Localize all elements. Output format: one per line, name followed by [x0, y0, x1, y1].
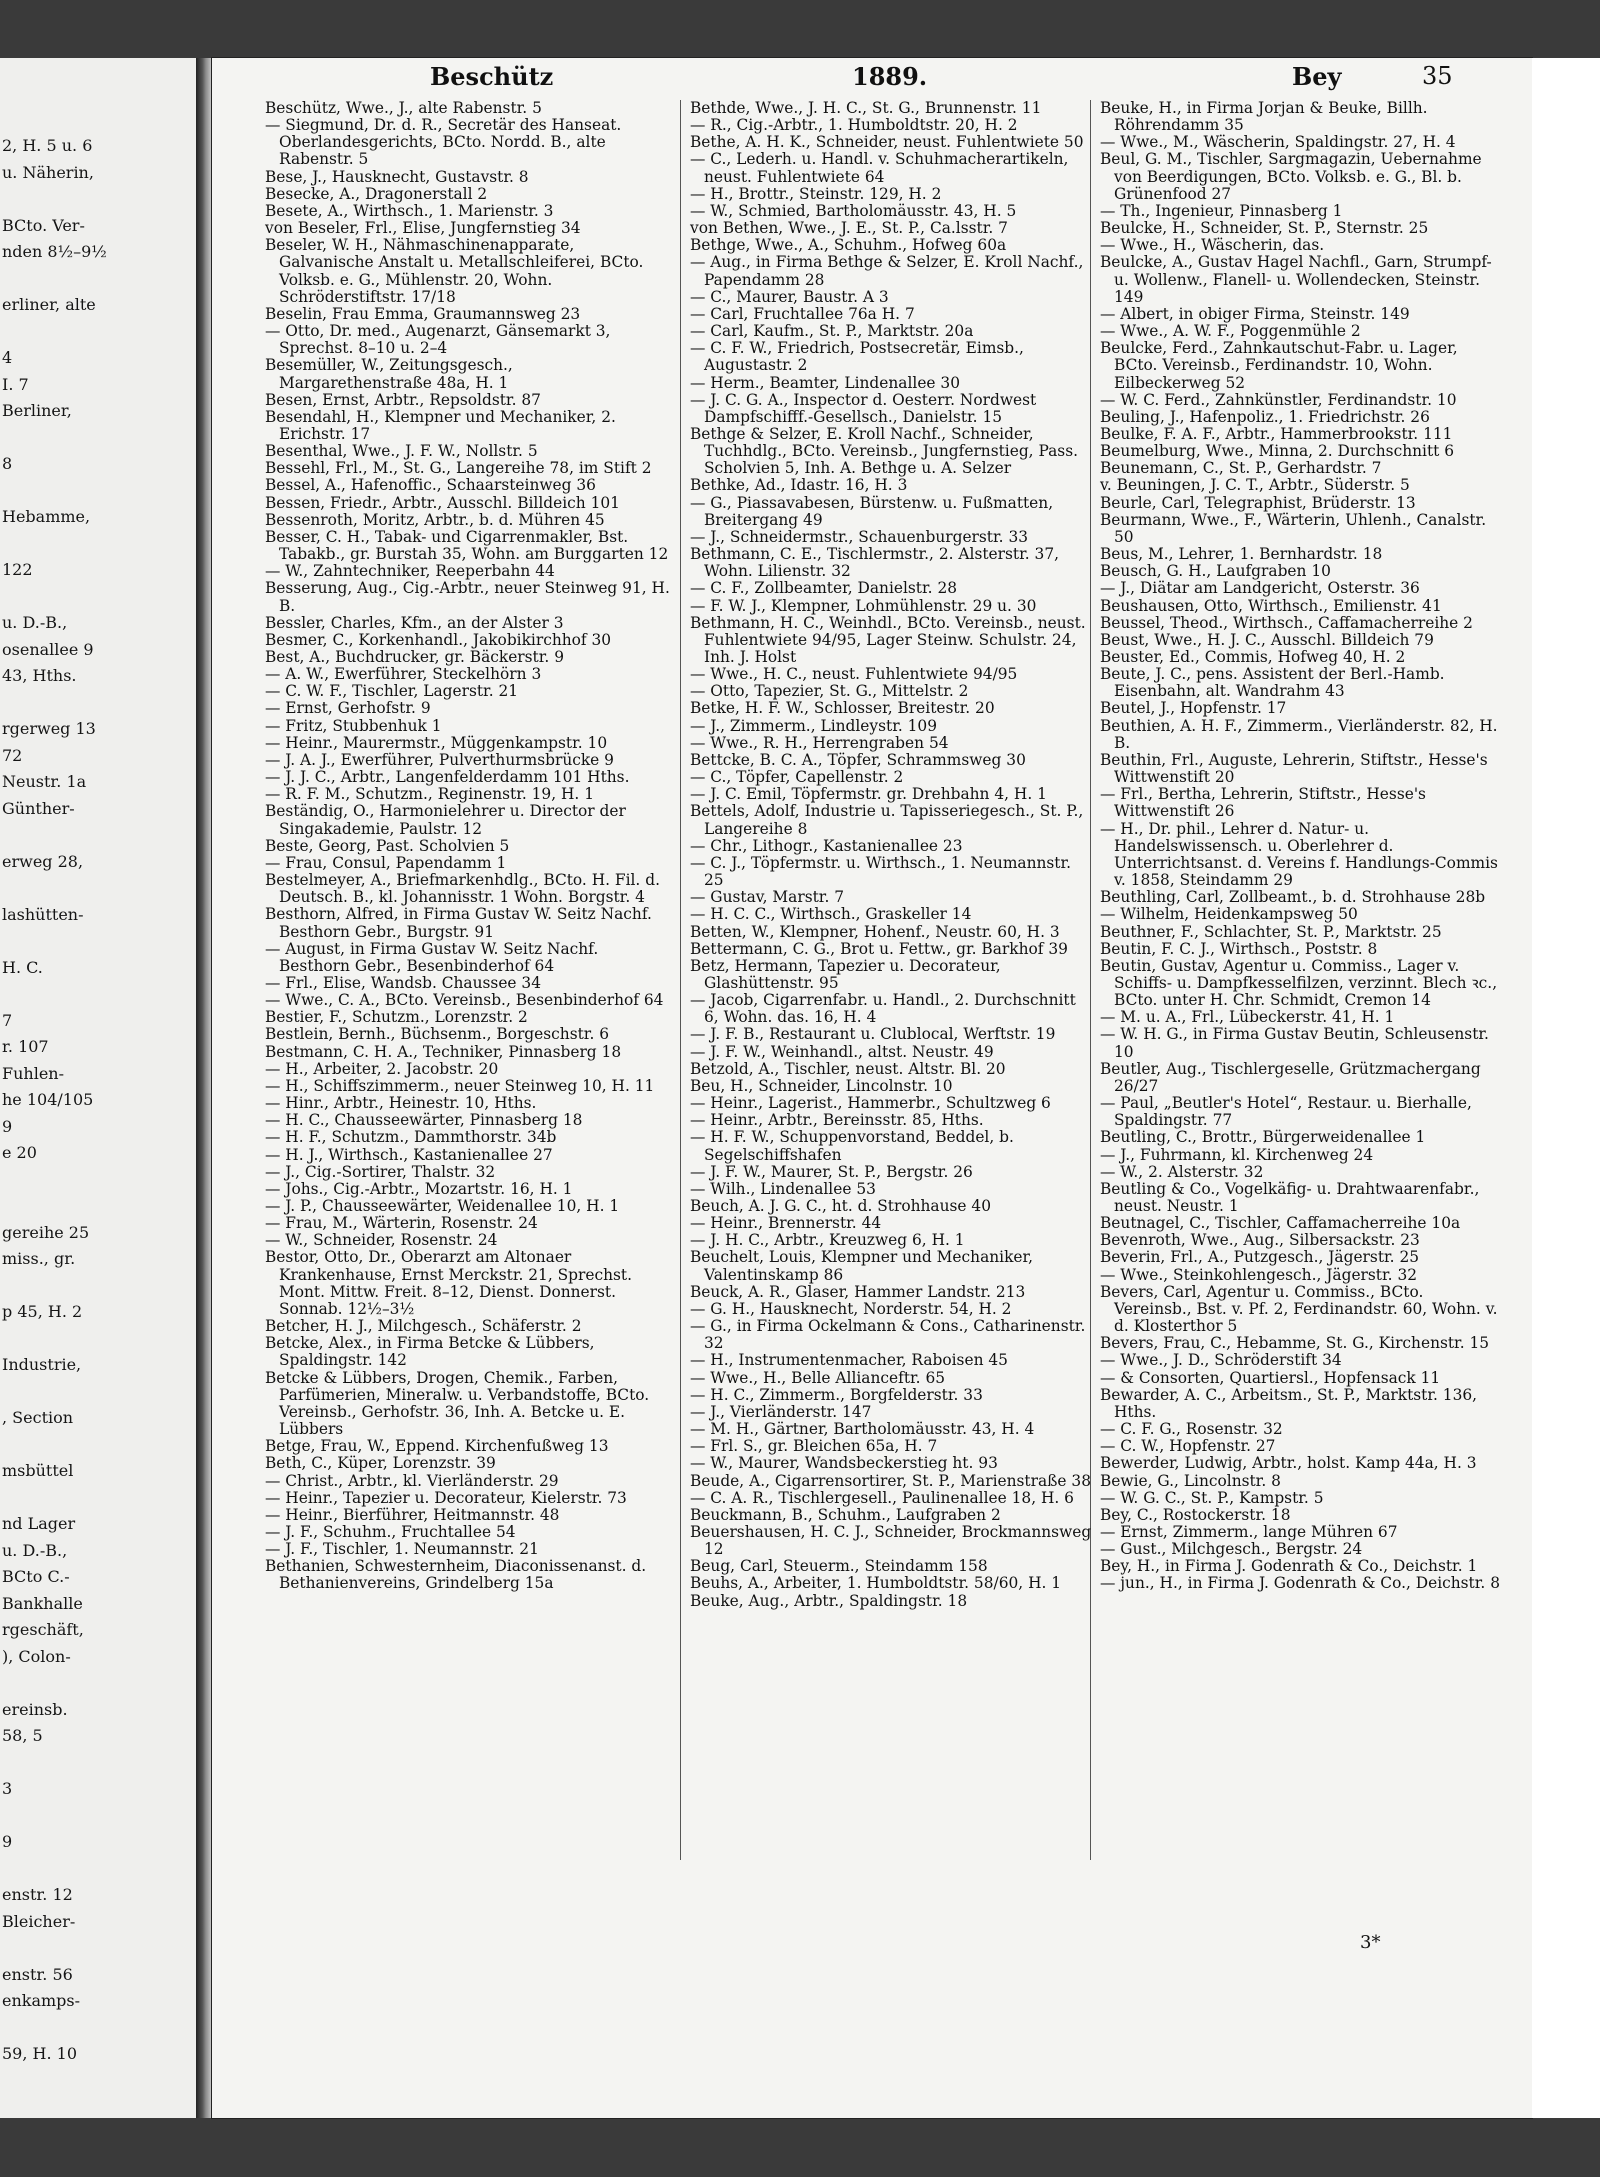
directory-entry: Beuling, J., Hafenpoliz., 1. Friedrichstr. 26 — [1100, 407, 1430, 426]
directory-entry: — Carl, Fruchtallee 76a H. 7 — [690, 304, 915, 323]
directory-entry: Beuster, Ed., Commis, Hofweg 40, H. 2 — [1100, 648, 1406, 666]
left-page-text-fragment: p 45, H. 2 — [2, 1302, 83, 1321]
left-page-text-fragment: enstr. 56 — [2, 1964, 73, 1984]
signature-mark: 3* — [1360, 1932, 1381, 1953]
directory-entry: — Wwe., Steinkohlengesch., Jägerstr. 32 — [1100, 1265, 1418, 1284]
left-page-text-fragment: 122 — [2, 560, 33, 579]
directory-entry: — J. A. J., Ewerführer, Pulverthurmsbrücke 9 — [265, 750, 614, 769]
left-page-text-fragment: I. 7 — [2, 374, 29, 394]
directory-entry: Beuck, A. R., Glaser, Hammer Landstr. 213 — [690, 1282, 1026, 1301]
directory-entry: — W. H. G., in Firma Gustav Beutin, Schleusenstr. 10 — [1100, 1025, 1489, 1061]
left-page-text-fragment: 3 — [2, 1779, 13, 1798]
directory-entry: — Wwe., H. C., neust. Fuhlentwiete 94/95 — [690, 665, 1018, 684]
directory-entry: — jun., H., in Firma J. Godenrath & Co., Deichstr. 8 — [1100, 1574, 1500, 1593]
left-page-text-fragment: 7 — [2, 1010, 13, 1030]
directory-entry: — J., Schneidermstr., Schauenburgerstr. 33 — [690, 527, 1029, 546]
directory-entry: — J. F., Tischler, 1. Neumannstr. 21 — [265, 1540, 539, 1559]
column-separator — [680, 100, 681, 1860]
directory-entry: — Gust., Milchgesch., Bergstr. 24 — [1100, 1540, 1363, 1559]
directory-entry: Beutin, F. C. J., Wirthsch., Poststr. 8 — [1100, 939, 1378, 958]
directory-entry: — Wwe., R. H., Herrengraben 54 — [690, 733, 949, 752]
directory-entry: — Frl., Bertha, Lehrerin, Stiftstr., Hesse's Wittwenstift 26 — [1100, 785, 1426, 821]
directory-entry: — Jacob, Cigarrenfabr. u. Handl., 2. Durchschnitt 6, Wohn. das. 16, H. 4 — [690, 991, 1076, 1027]
directory-entry: Besser, C. H., Tabak- und Cigarrenmakler, Bst. Tabakb., gr. Burstah 35, Wohn. am Burggarten 12 — [265, 527, 669, 564]
directory-entry: Bevenroth, Wwe., Aug., Silbersackstr. 23 — [1100, 1231, 1420, 1250]
left-page-text-fragment: lashütten- — [2, 904, 84, 924]
directory-entry: Bettels, Adolf, Industrie u. Tapisseriegesch., St. P., Langereihe 8 — [690, 802, 1084, 838]
directory-entry: Beu, H., Schneider, Lincolnstr. 10 — [690, 1076, 953, 1095]
header-year: 1889. — [852, 62, 928, 91]
directory-entry: Beusch, G. H., Laufgraben 10 — [1100, 562, 1331, 581]
directory-entry: — H. F. W., Schuppenvorstand, Beddel, b. Segelschiffshafen — [690, 1128, 1014, 1164]
directory-entry: Besthorn, Alfred, in Firma Gustav W. Seitz Nachf. Besthorn Gebr., Burgstr. 91 — [265, 905, 652, 941]
left-page-text-fragment: Neustr. 1a — [2, 772, 87, 791]
directory-entry: Beurmann, Wwe., F., Wärterin, Uhlenh., Canalstr. 50 — [1100, 510, 1487, 546]
directory-entry: Beselin, Frau Emma, Graumannsweg 23 — [265, 304, 581, 323]
directory-entry: Beurle, Carl, Telegraphist, Brüderstr. 13 — [1100, 493, 1416, 512]
directory-entry: — W., 2. Alsterstr. 32 — [1100, 1162, 1264, 1181]
left-page-text-fragment: nden 8½–9½ — [2, 242, 107, 261]
directory-entry: Besemüller, W., Zeitungsgesch., Margarethenstraße 48a, H. 1 — [265, 356, 513, 392]
left-page-text-fragment: , Section — [2, 1408, 74, 1427]
left-page-text-fragment: 2, H. 5 u. 6 — [2, 136, 93, 155]
directory-entry: Bettermann, C. G., Brot u. Fettw., gr. Barkhof 39 — [690, 939, 1068, 958]
directory-entry: Beuke, H., in Firma Jorjan & Beuke, Billh. Röhrendamm 35 — [1100, 99, 1428, 135]
left-page-text-fragment: Bleicher- — [2, 1911, 76, 1931]
directory-entry: Bewerder, Ludwig, Arbtr., holst. Kamp 44a, H. 3 — [1100, 1454, 1477, 1473]
directory-entry: — A. W., Ewerführer, Steckelhörn 3 — [265, 665, 542, 684]
directory-entry: — Hinr., Arbtr., Heinestr. 10, Hths. — [265, 1094, 537, 1113]
directory-entry: Bestmann, C. H. A., Techniker, Pinnasberg 18 — [265, 1042, 622, 1061]
directory-entry: — Wwe., H., Wäscherin, das. — [1100, 236, 1325, 255]
directory-entry: Betcher, H. J., Milchgesch., Schäferstr. 2 — [265, 1317, 582, 1336]
directory-entry: Bestelmeyer, A., Briefmarkenhdlg., BCto. H. Fil. d. Deutsch. B., kl. Johannisstr. 1 Wohn. Borgstr. 4 — [265, 871, 660, 907]
directory-entry: — F. W. J., Klempner, Lohmühlenstr. 29 u. 30 — [690, 596, 1037, 615]
left-page-text-fragment: enstr. 12 — [2, 1885, 73, 1904]
directory-entry: Bessler, Charles, Kfm., an der Alster 3 — [265, 613, 564, 632]
directory-entry: — Frau, Consul, Papendamm 1 — [265, 853, 507, 872]
directory-entry: Beuthien, A. H. F., Zimmerm., Vierländerstr. 82, H. B. — [1100, 716, 1498, 752]
directory-entry: Betcke, Alex., in Firma Betcke & Lübbers, Spaldingstr. 142 — [265, 1334, 595, 1370]
directory-entry: — C., Maurer, Baustr. A 3 — [690, 287, 889, 306]
directory-entry: Betke, H. F. W., Schlosser, Breitestr. 20 — [690, 699, 995, 718]
left-page-text-fragment: 9 — [2, 1116, 13, 1136]
directory-entry: Besenthal, Wwe., J. F. W., Nollstr. 5 — [265, 442, 538, 461]
directory-entry: Bessen, Friedr., Arbtr., Ausschl. Billdeich 101 — [265, 493, 620, 512]
directory-entry: Bestlein, Bernh., Büchsenm., Borgeschstr. 6 — [265, 1025, 610, 1044]
directory-entry: Bethge, Wwe., A., Schuhm., Hofweg 60a — [690, 236, 1007, 255]
left-page-text-fragment: r. 107 — [2, 1037, 49, 1056]
directory-entry: — J. F., Schuhm., Fruchtallee 54 — [265, 1522, 516, 1541]
directory-entry: — Frl. S., gr. Bleichen 65a, H. 7 — [690, 1437, 938, 1456]
directory-entry: — H., Arbeiter, 2. Jacobstr. 20 — [265, 1059, 499, 1078]
directory-entry: — G., Piassavabesen, Bürstenw. u. Fußmatten, Breitergang 49 — [690, 493, 1054, 529]
directory-entry: Bessehl, Frl., M., St. G., Langereihe 78, im Stift 2 — [265, 459, 652, 478]
left-page-text-fragment: msbüttel — [2, 1461, 74, 1480]
directory-entry: v. Beuningen, J. C. T., Arbtr., Süderstr. 5 — [1100, 476, 1410, 495]
directory-entry: — R., Cig.-Arbtr., 1. Humboldtstr. 20, H. 2 — [690, 116, 1018, 135]
directory-entry: Beulke, F. A. F., Arbtr., Hammerbrookstr. 111 — [1100, 424, 1453, 443]
directory-entry: von Bethen, Wwe., J. E., St. P., Ca.lsstr. 7 — [690, 219, 1008, 238]
page-number: 35 — [1422, 62, 1453, 90]
left-page-text-fragment: rgeschäft, — [2, 1620, 84, 1639]
directory-entry: — J., Zimmerm., Lindleystr. 109 — [690, 716, 938, 735]
directory-entry: — Wwe., J. D., Schröderstift 34 — [1100, 1351, 1342, 1370]
directory-entry: Betz, Hermann, Tapezier u. Decorateur, Glashüttenstr. 95 — [690, 956, 1001, 992]
directory-entry: — W., Schmied, Bartholomäusstr. 43, H. 5 — [690, 201, 1017, 220]
directory-entry: Beuthling, Carl, Zollbeamt., b. d. Strohhause 28b — [1100, 888, 1486, 907]
directory-entry: — H. C. C., Wirthsch., Graskeller 14 — [690, 905, 972, 924]
directory-entry: — Th., Ingenieur, Pinnasberg 1 — [1100, 201, 1343, 220]
left-page-text-fragment: he 104/105 — [2, 1090, 94, 1109]
directory-entry: — Wwe., C. A., BCto. Vereinsb., Besenbinderhof 64 — [265, 991, 664, 1010]
directory-entry: Bey, C., Rostockerstr. 18 — [1100, 1505, 1291, 1524]
left-page-text-fragment: BCto C.- — [2, 1567, 70, 1586]
left-page-text-fragment: enkamps- — [2, 1991, 81, 2010]
directory-entry: — Wilhelm, Heidenkampsweg 50 — [1100, 905, 1358, 924]
directory-entry: Bese, J., Hausknecht, Gustavstr. 8 — [265, 167, 529, 186]
directory-entry: von Beseler, Frl., Elise, Jungfernstieg 34 — [265, 219, 581, 238]
directory-entry: Beutnagel, C., Tischler, Caffamacherreihe 10a — [1100, 1214, 1461, 1233]
directory-entry: — Carl, Kaufm., St. P., Marktstr. 20a — [690, 322, 974, 341]
directory-entry: Beuershausen, H. C. J., Schneider, Brockmannsweg 12 — [690, 1522, 1092, 1559]
directory-entry: Besen, Ernst, Arbtr., Repsoldstr. 87 — [265, 390, 541, 409]
directory-entry: — C. F. G., Rosenstr. 32 — [1100, 1420, 1283, 1439]
directory-entry: — Chr., Lithogr., Kastanienallee 23 — [690, 836, 963, 855]
left-page-text-fragment: Fuhlen- — [2, 1063, 65, 1083]
directory-entry: — J. J. C., Arbtr., Langenfelderdamm 101 Hths. — [265, 768, 630, 787]
directory-entry: Besserung, Aug., Cig.-Arbtr., neuer Steinweg 91, H. B. — [265, 579, 670, 615]
left-page-text-fragment: Industrie, — [2, 1355, 82, 1374]
left-page-text-fragment: u. D.-B., — [2, 613, 68, 632]
header-right-keyword: Bey — [1292, 62, 1342, 91]
left-page-text-fragment: erweg 28, — [2, 851, 84, 871]
left-page-text-fragment: u. Näherin, — [2, 162, 94, 182]
directory-entry: Beverin, Frl., A., Putzgesch., Jägerstr. 25 — [1100, 1248, 1420, 1267]
directory-entry: — H., Brottr., Steinstr. 129, H. 2 — [690, 184, 942, 203]
directory-entry: — Albert, in obiger Firma, Steinstr. 149 — [1100, 304, 1410, 323]
directory-entry: Bethanien, Schwesternheim, Diaconissenanst. d. Bethanienvereins, Grindelberg 15a — [265, 1557, 647, 1593]
left-page-text-fragment: 4 — [2, 348, 13, 367]
directory-entry: Beuke, Aug., Arbtr., Spaldingstr. 18 — [690, 1591, 968, 1610]
directory-entry: Bethe, A. H. K., Schneider, neust. Fuhlentwiete 50 — [690, 133, 1084, 152]
left-page-text-fragment: ), Colon- — [2, 1646, 71, 1666]
directory-entry: — Siegmund, Dr. d. R., Secretär des Hanseat. Oberlandesgerichts, BCto. Nordd. B., alte Rabenstr. 5 — [265, 116, 622, 169]
directory-entry: Beust, Wwe., H. J. C., Ausschl. Billdeich 79 — [1100, 630, 1434, 649]
directory-entry: — Heinr., Tapezier u. Decorateur, Kielerstr. 73 — [265, 1488, 627, 1507]
directory-entry: Beuckmann, B., Schuhm., Laufgraben 2 — [690, 1505, 1001, 1524]
directory-entry: Beute, J. C., pens. Assistent der Berl.-Hamb. Eisenbahn, alt. Wandrahm 43 — [1100, 665, 1445, 701]
directory-entry: — Herm., Beamter, Lindenallee 30 — [690, 373, 961, 392]
left-page-text-fragment: BCto. Ver- — [2, 215, 85, 235]
directory-entry: Beulcke, H., Schneider, St. P., Sternstr. 25 — [1100, 219, 1429, 238]
left-page-text-fragment: nd Lager — [2, 1514, 76, 1533]
directory-column-2 — [690, 100, 1095, 1610]
directory-entry: Beus, M., Lehrer, 1. Bernhardstr. 18 — [1100, 545, 1383, 564]
directory-entry: Beutling & Co., Vogelkäfig- u. Drahtwaarenfabr., neust. Neustr. 1 — [1100, 1179, 1480, 1215]
directory-entry: — Frl., Elise, Wandsb. Chaussee 34 — [265, 973, 542, 992]
directory-entry: Bessenroth, Moritz, Arbtr., b. d. Mühren 45 — [265, 510, 605, 529]
directory-entry: — H., Dr. phil., Lehrer d. Natur- u. Handelswissensch. u. Oberlehrer d. Unterrichtsanst. d. Vereins f. Handlungs-Commis v. 1858, Steindamm 29 — [1100, 819, 1498, 890]
left-page-text-fragment: Günther- — [2, 798, 75, 818]
directory-column-3 — [1100, 100, 1505, 1593]
directory-entry: — C. J., Töpfermstr. u. Wirthsch., 1. Neumannstr. 25 — [690, 853, 1072, 890]
directory-entry: — H. J., Wirthsch., Kastanienallee 27 — [265, 1145, 553, 1164]
directory-entry: — Ernst, Gerhofstr. 9 — [265, 699, 431, 718]
left-page-text-fragment: H. C. — [2, 957, 43, 977]
directory-entry: Bewarder, A. C., Arbeitsm., St. P., Marktstr. 136, Hths. — [1100, 1385, 1478, 1421]
directory-entry: — C., Lederh. u. Handl. v. Schuhmacherartikeln, neust. Fuhlentwiete 64 — [690, 150, 1069, 186]
directory-entry: — J. H. C., Arbtr., Kreuzweg 6, H. 1 — [690, 1231, 965, 1250]
directory-entry: Beseler, W. H., Nähmaschinenapparate, Galvanische Anstalt u. Metallschleiferei, BCto. Volksb. e. G., Mühlenstr. 20, Wohn. Schröderstiftstr. 17/18 — [265, 236, 644, 306]
directory-entry: Bethke, Ad., Idastr. 16, H. 3 — [690, 476, 908, 495]
directory-entry: — J., Cig.-Sortirer, Thalstr. 32 — [265, 1162, 496, 1181]
directory-entry: — Johs., Cig.-Arbtr., Mozartstr. 16, H. 1 — [265, 1179, 573, 1198]
directory-entry: Bethge & Selzer, E. Kroll Nachf., Schneider, Tuchhdlg., BCto. Vereinsb., Jungfernstieg, Pass. Scholvien 5, Inh. A. Bethge u. A. Selzer — [690, 424, 1078, 478]
left-page-text-fragment: 72 — [2, 745, 23, 765]
directory-entry: Bethmann, C. E., Tischlermstr., 2. Alsterstr. 37, Wohn. Lilienstr. 32 — [690, 545, 1060, 581]
directory-entry: Beuthin, Frl., Auguste, Lehrerin, Stiftstr., Hesse's Wittwenstift 20 — [1100, 750, 1488, 787]
directory-entry: — J. F. W., Maurer, St. P., Bergstr. 26 — [690, 1162, 973, 1181]
directory-entry: — Wwe., M., Wäscherin, Spaldingstr. 27, H. 4 — [1100, 133, 1456, 152]
directory-entry: Bethmann, H. C., Weinhdl., BCto. Vereinsb., neust. Fuhlentwiete 94/95, Lager Steinw. Schulstr. 24, Inh. J. Holst — [690, 613, 1086, 666]
directory-entry: — J. F. W., Weinhandl., altst. Neustr. 49 — [690, 1042, 994, 1061]
directory-entry: Bey, H., in Firma J. Godenrath & Co., Deichstr. 1 — [1100, 1557, 1478, 1576]
directory-entry: — Heinr., Maurermstr., Müggenkampstr. 10 — [265, 733, 608, 752]
left-page-text-fragment: erliner, alte — [2, 295, 96, 314]
directory-entry: Beul, G. M., Tischler, Sargmagazin, Uebernahme von Beerdigungen, BCto. Volksb. e. G., Bl. b. Grünenfood 27 — [1100, 150, 1482, 203]
directory-entry: Bewie, G., Lincolnstr. 8 — [1100, 1471, 1281, 1490]
directory-entry: Bestier, F., Schutzm., Lorenzstr. 2 — [265, 1008, 528, 1027]
left-page-text-fragment: 9 — [2, 1832, 13, 1851]
directory-entry: — Wwe., H., Belle Allianceftr. 65 — [690, 1368, 946, 1387]
directory-column-1 — [265, 100, 670, 1593]
directory-entry: — C. F., Zollbeamter, Danielstr. 28 — [690, 579, 958, 598]
directory-entry: — W., Schneider, Rosenstr. 24 — [265, 1231, 498, 1250]
directory-entry: — Christ., Arbtr., kl. Vierländerstr. 29 — [265, 1471, 559, 1490]
directory-entry: Beussel, Theod., Wirthsch., Caffamacherreihe 2 — [1100, 613, 1473, 632]
directory-entry: — W. G. C., St. P., Kampstr. 5 — [1100, 1488, 1324, 1507]
directory-entry: — Heinr., Lagerist., Hammerbr., Schultzweg 6 — [690, 1094, 1051, 1113]
directory-entry: Besmer, C., Korkenhandl., Jakobikirchhof 30 — [265, 630, 612, 649]
directory-entry: Bevers, Carl, Agentur u. Commiss., BCto. Vereinsb., Bst. v. Pf. 2, Ferdinandstr. 60, Wohn. v. d. Klosterthor 5 — [1100, 1282, 1498, 1336]
left-page-text-fragment: ereinsb. — [2, 1699, 68, 1719]
directory-entry: — C. W. F., Tischler, Lagerstr. 21 — [265, 682, 519, 701]
directory-entry: Beuhs, A., Arbeiter, 1. Humboldtstr. 58/60, H. 1 — [690, 1574, 1062, 1593]
left-page-text-fragment: miss., gr. — [2, 1249, 76, 1268]
directory-entry: Beständig, O., Harmonielehrer u. Director der Singakademie, Paulstr. 12 — [265, 802, 626, 838]
directory-entry: — H., Schiffszimmerm., neuer Steinweg 10, H. 11 — [265, 1076, 655, 1095]
directory-entry: Besete, A., Wirthsch., 1. Marienstr. 3 — [265, 201, 554, 220]
directory-entry: — August, in Firma Gustav W. Seitz Nachf. Besthorn Gebr., Besenbinderhof 64 — [265, 939, 599, 975]
right-margin — [1532, 58, 1600, 2118]
directory-entry: — Wilh., Lindenallee 53 — [690, 1179, 876, 1198]
directory-entry: Bestor, Otto, Dr., Oberarzt am Altonaer Krankenhause, Ernst Merckstr. 21, Sprechst. Mont. Mittw. Freit. 8–12, Dienst. Donnerst. Sonnab. 12½–3½ — [265, 1248, 632, 1318]
directory-entry: Beutling, C., Brottr., Bürgerweidenallee 1 — [1100, 1128, 1426, 1147]
directory-entry: Besendahl, H., Klempner und Mechaniker, 2. Erichstr. 17 — [265, 407, 616, 443]
left-page-text-fragment: 59, H. 10 — [2, 2044, 78, 2063]
directory-entry: Betcke & Lübbers, Drogen, Chemik., Farben, Parfümerien, Mineralw. u. Verbandstoffe, BCto. Vereinsb., Gerhofstr. 36, Inh. A. Betcke u. E. Lübbers — [265, 1368, 650, 1439]
directory-entry: Best, A., Buchdrucker, gr. Bäckerstr. 9 — [265, 648, 564, 666]
directory-entry: Besecke, A., Dragonerstall 2 — [265, 184, 488, 203]
directory-entry: Beug, Carl, Steuerm., Steindamm 158 — [690, 1557, 988, 1576]
directory-entry: — R. F. M., Schutzm., Reginenstr. 19, H. 1 — [265, 785, 595, 804]
directory-entry: Beuch, A. J. G. C., ht. d. Strohhause 40 — [690, 1197, 992, 1215]
directory-entry: — & Consorten, Quartiersl., Hopfensack 11 — [1100, 1368, 1441, 1387]
page-header — [212, 62, 1532, 98]
directory-entry: — G., in Firma Ockelmann & Cons., Catharinenstr. 32 — [690, 1317, 1086, 1353]
directory-entry: — M. u. A., Frl., Lübeckerstr. 41, H. 1 — [1100, 1008, 1395, 1027]
directory-entry: Beushausen, Otto, Wirthsch., Emilienstr. 41 — [1100, 596, 1442, 615]
directory-entry: Beunemann, C., St. P., Gerhardstr. 7 — [1100, 459, 1382, 478]
directory-entry: — J. C. Emil, Töpfermstr. gr. Drehbahn 4, H. 1 — [690, 785, 1047, 804]
directory-entry: — G. H., Hausknecht, Norderstr. 54, H. 2 — [690, 1299, 1012, 1318]
directory-entry: Beth, C., Küper, Lorenzstr. 39 — [265, 1454, 496, 1473]
left-page-text-fragment: 8 — [2, 454, 13, 473]
directory-entry: Betge, Frau, W., Eppend. Kirchenfußweg 13 — [265, 1437, 609, 1456]
directory-entry: — C. W., Hopfenstr. 27 — [1100, 1437, 1276, 1456]
left-page-text-fragment: Hebamme, — [2, 507, 91, 526]
directory-entry: Betzold, A., Tischler, neust. Altstr. Bl. 20 — [690, 1059, 1006, 1078]
directory-entry: — J. C. G. A., Inspector d. Oesterr. Nordwest Dampfschifff.-Gesellsch., Danielstr. 15 — [690, 390, 1037, 426]
left-page-text-fragment: e 20 — [2, 1143, 37, 1162]
directory-entry: — Otto, Tapezier, St. G., Mittelstr. 2 — [690, 682, 969, 701]
directory-entry: — H. F., Schutzm., Dammthorstr. 34b — [265, 1128, 557, 1147]
directory-entry: Beutin, Gustav, Agentur u. Commiss., Lager v. Schiffs- u. Dampfkesselfilzen, verzinnt. Blech ꝛc., BCto. unter H. Chr. Schmidt, Cremon 14 — [1100, 956, 1498, 1010]
directory-entry: Beuthner, F., Schlachter, St. P., Marktstr. 25 — [1100, 922, 1442, 941]
directory-entry: — W. C. Ferd., Zahnkünstler, Ferdinandstr. 10 — [1100, 390, 1457, 409]
directory-entry: Beude, A., Cigarrensortirer, St. P., Marienstraße 38 — [690, 1471, 1092, 1490]
left-page-fragment — [0, 58, 196, 2118]
directory-entry: Beulcke, Ferd., Zahnkautschut-Fabr. u. Lager, BCto. Vereinsb., Ferdinandstr. 10, Wohn. Eilbeckerweg 52 — [1100, 339, 1458, 392]
directory-entry: Beumelburg, Wwe., Minna, 2. Durchschnitt 6 — [1100, 442, 1454, 461]
directory-entry: — W., Zahntechniker, Reeperbahn 44 — [265, 562, 555, 581]
directory-entry: Beutel, J., Hopfenstr. 17 — [1100, 699, 1287, 718]
directory-entry: — M. H., Gärtner, Bartholomäusstr. 43, H. 4 — [690, 1420, 1035, 1439]
directory-entry: — Ernst, Zimmerm., lange Mühren 67 — [1100, 1522, 1398, 1541]
directory-entry: — Aug., in Firma Bethge & Selzer, E. Kroll Nachf., Papendamm 28 — [690, 253, 1084, 289]
directory-entry: — J. P., Chausseewärter, Weidenallee 10, H. 1 — [265, 1197, 620, 1215]
left-page-text-fragment: u. D.-B., — [2, 1540, 68, 1560]
left-page-text-fragment: 58, 5 — [2, 1726, 43, 1745]
header-left-keyword: Beschütz — [430, 62, 554, 91]
directory-entry: Beuchelt, Louis, Klempner und Mechaniker, Valentinskamp 86 — [690, 1248, 1034, 1284]
directory-entry: — Frau, M., Wärterin, Rosenstr. 24 — [265, 1214, 538, 1233]
directory-entry: Beste, Georg, Past. Scholvien 5 — [265, 836, 510, 855]
directory-entry: — Fritz, Stubbenhuk 1 — [265, 716, 442, 735]
directory-entry: — Wwe., A. W. F., Poggenmühle 2 — [1100, 322, 1361, 341]
directory-entry: — Heinr., Brennerstr. 44 — [690, 1214, 882, 1233]
left-page-text-fragment: Bankhalle — [2, 1593, 83, 1613]
directory-entry: Bessel, A., Hafenoffic., Schaarsteinweg 36 — [265, 476, 596, 495]
directory-entry: — Otto, Dr. med., Augenarzt, Gänsemarkt 3, Sprechst. 8–10 u. 2–4 — [265, 322, 611, 358]
left-page-text-fragment: 43, Hths. — [2, 666, 77, 685]
directory-entry: — Paul, „Beutler's Hotel“, Restaur. u. Bierhalle, Spaldingstr. 77 — [1100, 1094, 1472, 1130]
directory-entry: — Heinr., Bierführer, Heitmannstr. 48 — [265, 1505, 560, 1524]
directory-entry: Beutler, Aug., Tischlergeselle, Grützmachergang 26/27 — [1100, 1059, 1481, 1095]
left-page-text-fragment: rgerweg 13 — [2, 719, 96, 738]
directory-entry: Beulcke, A., Gustav Hagel Nachfl., Garn, Strumpf- u. Wollenw., Flanell- u. Wollendecken, Steinstr. 149 — [1100, 253, 1492, 306]
directory-entry: — J. F. B., Restaurant u. Clublocal, Werftstr. 19 — [690, 1025, 1056, 1044]
left-page-text-fragment: gereihe 25 — [2, 1222, 90, 1242]
directory-entry: — C. A. R., Tischlergesell., Paulinenallee 18, H. 6 — [690, 1488, 1074, 1507]
directory-entry: — H. C., Chausseewärter, Pinnasberg 18 — [265, 1111, 583, 1130]
directory-entry: — Gustav, Marstr. 7 — [690, 888, 845, 907]
directory-entry: — W., Maurer, Wandsbeckerstieg ht. 93 — [690, 1454, 998, 1473]
directory-entry: Betten, W., Klempner, Hohenf., Neustr. 60, H. 3 — [690, 922, 1060, 941]
directory-entry: Bevers, Frau, C., Hebamme, St. G., Kirchenstr. 15 — [1100, 1334, 1490, 1353]
directory-entry: — H., Instrumentenmacher, Raboisen 45 — [690, 1351, 1008, 1370]
directory-entry: — J., Vierländerstr. 147 — [690, 1402, 872, 1421]
directory-entry: Bethde, Wwe., J. H. C., St. G., Brunnenstr. 11 — [690, 99, 1042, 117]
directory-entry: — J., Fuhrmann, kl. Kirchenweg 24 — [1100, 1145, 1374, 1164]
directory-entry: Beschütz, Wwe., J., alte Rabenstr. 5 — [265, 99, 542, 117]
book-gutter — [196, 58, 212, 2118]
directory-entry: — Heinr., Arbtr., Bereinsstr. 85, Hths. — [690, 1111, 984, 1130]
left-page-text-fragment: Berliner, — [2, 401, 72, 420]
directory-entry: — J., Diätar am Landgericht, Osterstr. 36 — [1100, 579, 1420, 598]
directory-entry: — C. F. W., Friedrich, Postsecretär, Eimsb., Augustastr. 2 — [690, 339, 1024, 375]
directory-entry: Bettcke, B. C. A., Töpfer, Schrammsweg 30 — [690, 750, 1026, 769]
directory-entry: — H. C., Zimmerm., Borgfelderstr. 33 — [690, 1385, 983, 1404]
directory-entry: — C., Töpfer, Capellenstr. 2 — [690, 768, 904, 787]
left-page-text-fragment: osenallee 9 — [2, 639, 94, 659]
